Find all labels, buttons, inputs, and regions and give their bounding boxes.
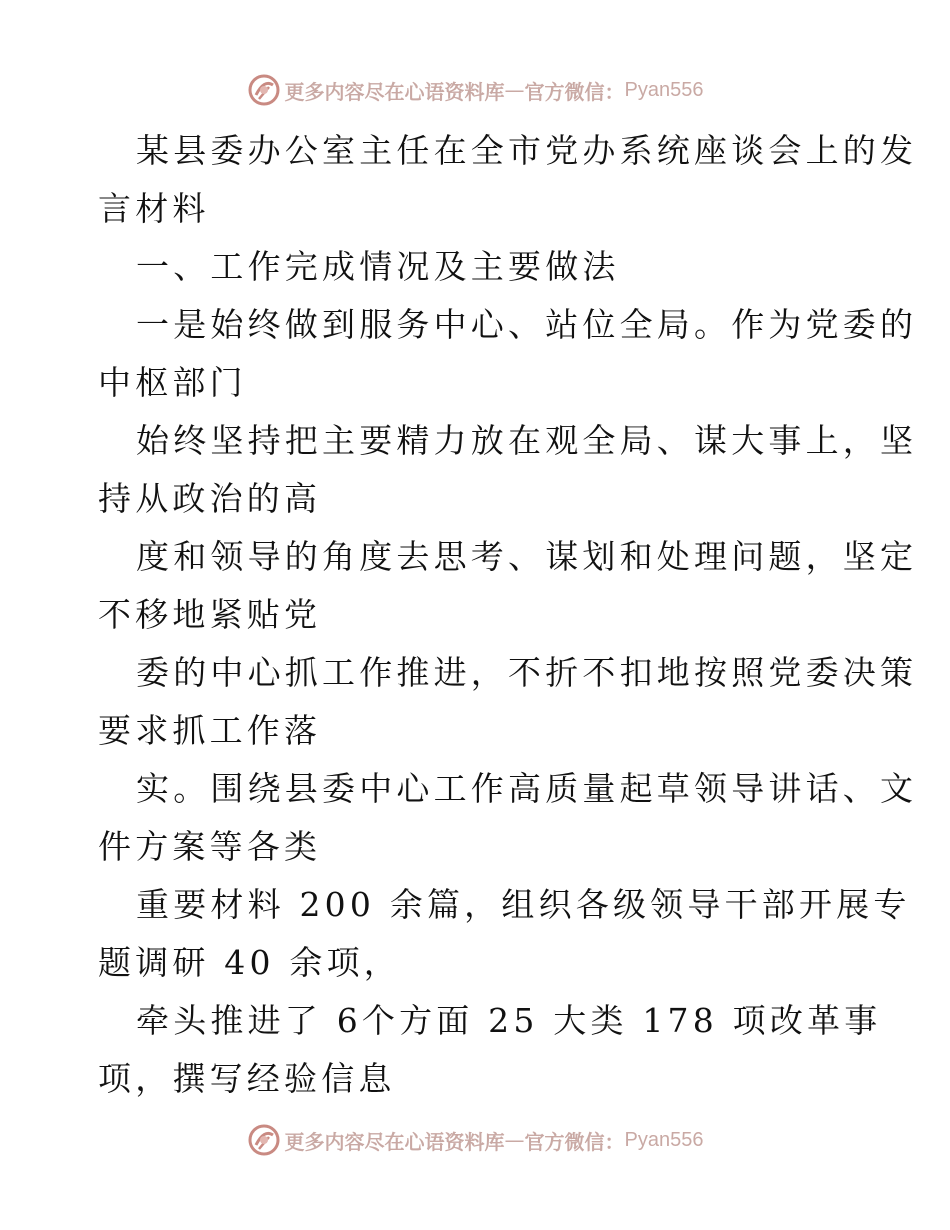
document-body: [98, 122, 918, 1108]
watermark-wechat-label: 官方微信：: [524, 1129, 625, 1154]
seal-logo-icon: [247, 73, 281, 107]
paragraph-line: 持从政治的高: [98, 479, 322, 518]
paragraph-line: 始终坚持把主要精力放在观全局、谋大事上，坚: [136, 421, 918, 460]
paragraph-line: 中枢部门: [98, 363, 247, 402]
paragraph-line: 不移地紧贴党: [98, 595, 322, 634]
paragraph-line: 重要材料 200 余篇，组织各级领导干部开展专: [136, 885, 911, 924]
paragraph-line: 委的中心抓工作推进，不折不扣地按照党委决策: [136, 653, 918, 692]
paragraph-line: 件方案等各类: [98, 827, 322, 866]
watermark-main-text: 更多内容尽在心语资料库: [284, 1129, 505, 1154]
paragraph-line: 度和领导的角度去思考、谋划和处理问题，坚定: [136, 537, 918, 576]
document-title-line-2: 言材料: [98, 189, 210, 228]
paragraph-line: 一是始终做到服务中心、站位全局。作为党委的: [136, 305, 918, 344]
seal-logo-icon: [247, 1123, 281, 1157]
watermark-dash: —: [504, 1128, 525, 1152]
paragraph-line: 实。围绕县委中心工作高质量起草领导讲话、文: [136, 769, 918, 808]
watermark-wechat-id: Pyan556: [624, 78, 704, 101]
watermark-wechat-label: 官方微信：: [524, 79, 625, 104]
watermark-footer: [0, 1120, 950, 1160]
paragraph-line: 项，撰写经验信息: [98, 1059, 396, 1098]
paragraph-line: 牵头推进了 6个方面 25 大类 178 项改革事: [136, 1001, 882, 1040]
watermark-dash: —: [504, 78, 525, 102]
document-title-line-1: 某县委办公室主任在全市党办系统座谈会上的发: [136, 131, 918, 170]
paragraph-line: 题调研 40 余项，: [98, 943, 401, 982]
watermark-main-text: 更多内容尽在心语资料库: [284, 79, 505, 104]
section-heading: 一、工作完成情况及主要做法: [136, 247, 620, 286]
watermark-header: [0, 70, 950, 110]
watermark-wechat-id: Pyan556: [624, 1128, 704, 1151]
paragraph-line: 要求抓工作落: [98, 711, 322, 750]
